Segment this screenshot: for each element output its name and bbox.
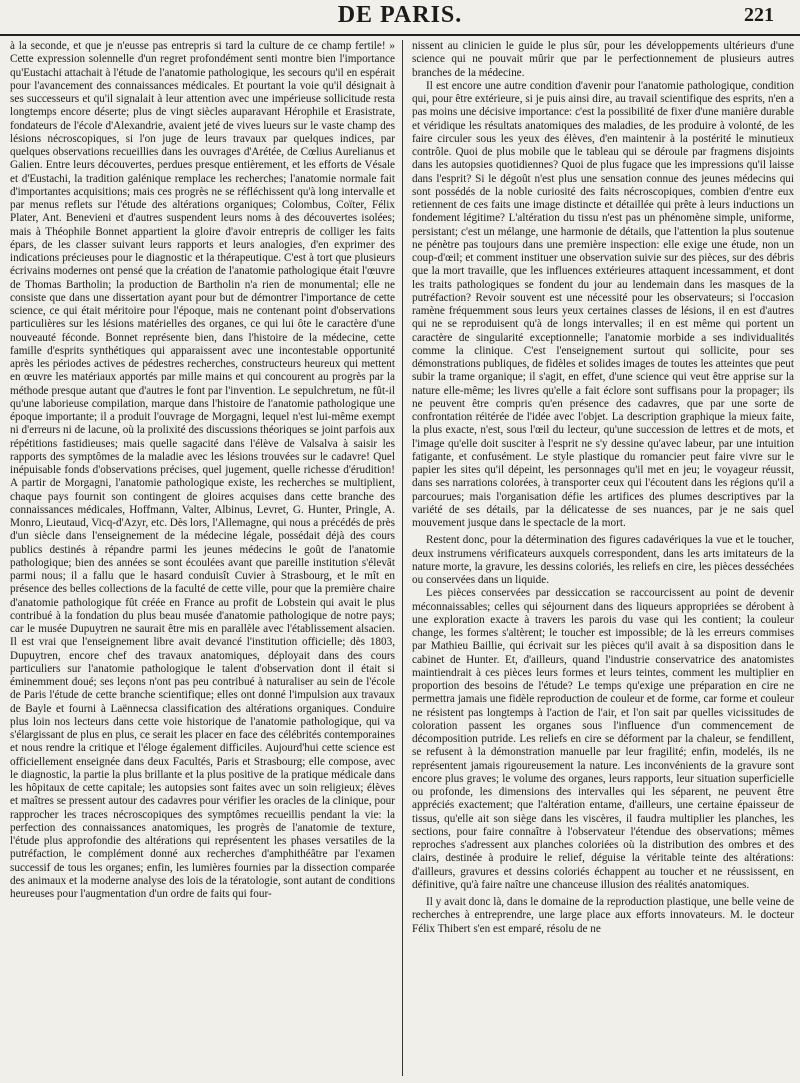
paragraph: Les pièces conservées par dessiccation se raccourcissent au point de devenir méconnaissables; celles qui séjournent dans des liqueurs appropriées se dérobent à une exploration exacte à travers les parois du vase qui les contient; la couleur change, les formes s'altèrent; le toucher est impossible; de là les erreurs commises par Mathieu Baillie, qui écrivait sur les pièces qu'il avait à sa disposition dans le cabinet de Hunter. Et, d'ailleurs, quand l'industrie conservatrice des anatomistes maintiendrait à ces pièces leurs formes et leurs teintes, comment les multiplier en proportion des besoins de l'étude? Le temps qu'exige une préparation en cire ne permettra jamais une fidèle reproduction de couleur et de forme, car forme et couleur ne résistent pas longtemps à l'action de l'air, et l'on sait par quelles vicissitudes de coloration passent les organes sous l'influence d'un commencement de décomposition putride. Les reliefs en cire se déforment par la chaleur, se fendillent, se refusent à la démonstration manuelle par leur fragilité; enfin, modelés, ils ne représentent jamais rigoureusement la nature. Les inconvénients de la gravure sont encore plus graves; le volume des organes, leurs rapports, leur situation superficielle ou profonde, les dimensions des intervalles qui les séparent, ne peuvent être appréciés exactement; que l'altération entame, d'ailleurs, une certaine épaisseur de tissus, qu'elle ait son siège dans les viscères, il faudra multiplier les planches, les sections, pour faire connaître à l'observateur l'étendue des observations; mêmes reproches s'adressent aux planches coloriées où la distribution des ombres et des clairs, destinée à produire le relief, déguise la véritable teinte des altérations: d'ailleurs, gravures et dessins coloriés échappent au toucher et ne réussissent, en définitive, qu'à faire naître une chanceuse illusion des réalités anatomiques. (412, 587, 794, 891)
page-number: 221 (744, 4, 774, 26)
header-rule (0, 34, 800, 36)
left-column (10, 40, 395, 1076)
paragraph: Il y avait donc là, dans le domaine de la reproduction plastique, une belle veine de recherches à entreprendre, une large place aux efforts innovateurs. M. le docteur Félix Thibert s'en est emparé, résolu de ne (412, 896, 794, 935)
paragraph: à la seconde, et que je n'eusse pas entrepris si tard la culture de ce champ fertile! » Cette expression solennelle d'un regret profondément senti montre bien l'importance qu'Eustachi attachait à l'étude de l'anatomie pathologique, les secours qu'il en espérait pour l'avancement des connaissances médicales. Et pourtant la voie qu'il désignait à ses successeurs et qu'il signalait à leur attention avec une impérieuse sollicitude resta longtemps encore déserte; plus de vingt siècles auparavant Hérophile et Erasistrate, fondateurs de l'école d'Alexandrie, avaient jeté de vives lueurs sur le vaste champ des lésions nécroscopiques, si l'on juge de leurs travaux par quelques indices, par quelques observations recueillies dans les ouvrages d'Arétée, de Cœlius Aurelianus et Galien. Entre leurs découvertes, perdues presque entièrement, et les efforts de Vésale et d'Eustachi, la tradition galénique remplace les recherches; l'anatomie normale fait d'importantes acquisitions; mais ces progrès ne se réfléchissent qu'à long intervalle et par menus reflets sur l'étude des altérations organiques; Colombus, Coïter, Félix Plater, Ant. Benevieni et d'autres suspendent leurs noms à des découvertes isolées; mais à Théophile Bonnet appartient la gloire d'avoir entrepris de colliger les faits épars, de les classer suivant leurs rapports et leurs analogies, d'en exprimer des indications précieuses pour le diagnostic et la thérapeutique. C'est à tort que plusieurs écrivains modernes ont pensé que la création de l'anatomie pathologique était l'œuvre de Thomas Bartholin; la production de Bartholin n'a rien de monumental; elle ne consiste que dans une dissertation ayant pour but de démontrer l'importance de cette science, ce qui était méritoire pour l'époque, mais ne contenant point d'observations particulières sur les lésions matérielles des organes, ce qui lui ôte le caractère d'une nouveauté féconde. Bonnet représente bien, dans l'histoire de la médecine, cette famille d'esprits synthétiques qui apparaissent avec une incontestable opportunité après les périodes actives de pédestres recherches, constructeurs heureux qui mettent en œuvre les matériaux apportés par mille mains et qui concourent au progrès par la méthode presque autant que d'autres le font par l'invention. Le sepulchretum, ne fût-il qu'une laborieuse compilation, marque dans l'histoire de l'anatomie pathologique une époque importante; il a produit l'ouvrage de Morgagni, lequel n'est lui-même exempt ni d'erreurs ni de lacune, où la prolixité des discussions théoriques se joint parfois aux répétitions fastidieuses; mais quelle sagacité dans l'élève de Valsalva à saisir les rapports des symptômes de la maladie avec les lésions trouvées sur le cadavre! Quel inépuisable fonds d'observations précises, quel jugement, quelle richesse d'érudition! A partir de Morgagni, l'anatomie pathologique existe, les recherches se multiplient, chaque pays fournit son contingent de gloires acquises dans cette branche des connaissances médicales, Hoffmann, Valter, Albinus, Levret, G. Hunter, Pringle, A. Monro, Lieutaud, Vicq-d'Azyr, etc. Dès lors, l'Allemagne, qui nous a précédés de près d'un siècle dans l'enseignement de la médecine légale, possédait déjà des cours publics destinés à répandre parmi les jeunes médecins le goût de l'anatomie pathologique; bien des années se sont écoulées avant que pareille institution s'élevât parmi nous; il a fallu que le hasard conduisît Cuvier à Strasbourg, et le mît en présence des belles collections de la faculté de cette ville, pour que la première chaire d'anatomie pathologique fût créée en France au profit de Lobstein qui avait le plus contribué à la fondation du plus beau musée d'anatomie pathologique de notre pays; car le musée Dupuytren ne saurait être mis en parallèle avec l'établissement alsacien. Il est vrai que l'enseignement libre avait devancé l'institution officielle; dès 1803, Dupuytren, encore chef des travaux anatomiques, déployait dans des cours particuliers sur l'anatomie pathologique le talent d'observation dont il était si éminemment doué; ses leçons n'ont pas peu contribué à naturaliser au sein de l'école de Paris l'étude de cette branche scientifique; elles ont donné l'impulsion aux travaux de Bayle et fourni à Laënnecsa classification des altérations organiques. Conduire plus loin nos lecteurs dans cette voie historique de l'anatomie pathologique, qui va s'élargissant de plus en plus, ce serait les placer en face des célébrités contemporaines et nous rendre la critique et l'éloge également difficiles. Aujourd'hui cette science est officiellement enseignée dans deux Facultés, Paris et Strasbourg; elle compose, avec le diagnostic, la partie la plus brillante et la plus positive de la pratique médicale dans les hôpitaux de cette capitale; les autopsies sont faites avec un soin religieux; élèves et maîtres se pressent autour des cadavres pour vérifier les oracles de la clinique, pour rapprocher les traces nécroscopiques des symptômes recueillis pendant la vie: la perfection des connaissances anatomiques, les progrès de l'anatomie de texture, l'étude plus approfondie des altérations qui représentent les phases versatiles de la putréfaction, le complément donné aux recherches d'amphithéâtre par l'examen successif de tous les organes; enfin, les lumières fournies par la dissection comparée des animaux et la moderne analyse des lois de la tératologie, sont autant de conditions heureuses pour l'augmentation d'un ordre de faits qui four- (10, 40, 395, 900)
column-divider (402, 40, 403, 1076)
paragraph: Restent donc, pour la détermination des figures cadavériques la vue et le toucher, deux instrumens vérificateurs auxquels correspondent, dans les arts imitateurs de la nature morte, la gravure, les dessins coloriés, les reliefs en cire, les pièces desséchées ou conservées dans un liquide. (412, 534, 794, 586)
right-column (412, 40, 794, 1076)
page-header (0, 0, 800, 34)
paragraph: Il est encore une autre condition d'avenir pour l'anatomie pathologique, condition qui, pour être extérieure, si je puis ainsi dire, au travail scientifique des esprits, n'en a pas moins une décisive importance: c'est la possibilité de fixer d'une manière durable et véridique les résultats anatomiques des maladies, de les produire à volonté, de les faire circuler sous les yeux des élèves, d'en maintenir à la postérité le minutieux contrôle. Quoi de plus mobile que le tableau qui se déroule par fragmens disjoints dans les autopsies quotidiennes? Quoi de plus fugace que les impressions qu'il laisse dans l'esprit? Si le dégoût n'est plus une sensation connue des jeunes médecins qui sont possédés de la noble curiosité des faits nécroscopiques, combien d'entre eux retiennent de ces faits une image distincte et détaillée qui prête à leurs inductions un fondement légitime? L'altération du tissu n'est pas un phénomène simple, uniforme, persistant; c'est un mélange, une harmonie de détails, que l'attention la plus soutenue ne pénètre pas toujours dans une première inspection: elle exige une étude, non un coup-d'œil; et comment instituer une observation suivie sur des pièces, sur des débris que la mort travaille, que les influences extérieures attaquent incessamment, et dont les traits pathologiques se fondent du jour au lendemain dans les masques de la putréfaction? Revoir souvent est une nécessité pour les observateurs; si l'occasion ramène fréquemment sous leurs yeux certaines classes de lésions, il en est d'autres qui ne se reproduisent qu'à de longs intervalles; il en est même qui portent un caractère de singularité exceptionnelle; l'anatomie morbide a ses individualités comme la clinique. C'est l'enseignement surtout qui sollicite, pour ses démonstrations publiques, de fidèles et solides images de toutes les atteintes que peut subir la trame organique; il s'agit, en effet, d'une science qui veut être apprise sur la nature elle-même; les livres qu'elle a fait éclore sont suffisans pour la propager; ils ne peuvent être compris qu'en présence des cadavres, que par une sorte de confrontation réitérée de l'idée avec l'objet. La description graphique la mieux faite, la plus exacte, n'est, sous l'œil du lecteur, qu'une succession de lettres et de mots, et l'image qu'elle doit susciter à l'esprit ne s'y dessine qu'avec labeur, par une intuition fatigante, et confusément. Le style plastique du romancier peut faire vivre sur le papier les sites qu'il dépeint, les personnages qu'il met en jeu; le voyageur réussit, dans ses narrations colorées, à transporter ceux qui l'écoutent dans les régions qu'il a parcourues; mais l'organisation défie les artifices des plumes descriptives par la variété de ses détails, par la délicatesse de ses nuances, par je ne sais quel mouvement jusque dans le spectacle de la mort. (412, 79, 794, 529)
masthead: DE PARIS. (337, 2, 463, 28)
article-columns (0, 40, 800, 1080)
paragraph: nissent au clinicien le guide le plus sûr, pour les développements ultérieurs d'une science qui ne pouvait mûrir que par le perfectionnement de plusieurs autres branches de la médecine. (412, 40, 794, 79)
